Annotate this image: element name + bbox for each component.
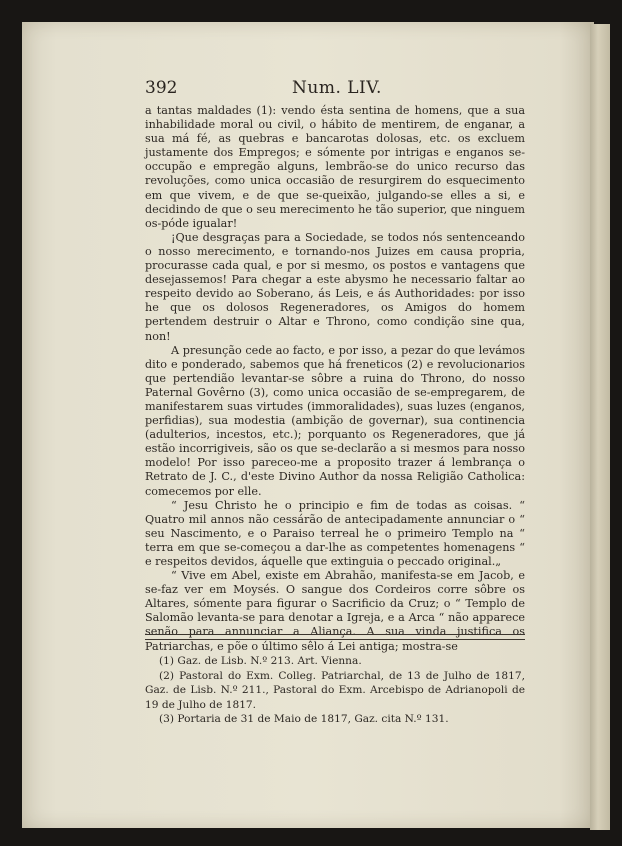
- footnote-1: (1) Gaz. de Lisb. N.º 213. Art. Vienna.: [159, 655, 362, 667]
- body-text: [145, 104, 525, 654]
- paragraph-1: a tantas maldades (1): vendo ésta sentina de homens, que a sua inhabilidade moral ou civil, o hábito de mentirem, de enganar, a sua má fé, as quebras e bancarotas dolosas, etc. os excluem justamente dos Empregos; e sómente por intrigas e enganos se-occupão e empregão alguns, lembrão-se do unico recurso das revoluções, como unica occasião de resurgirem do esquecimento em que vivem, e de que se-queixão, julgando-se elles a si, e decidindo de que o seu merecimento he tão superior, que ninguem os-póde igualar!: [145, 104, 525, 230]
- issue-title: Num. LIV.: [292, 78, 382, 98]
- footnote-divider: [145, 634, 525, 640]
- paragraph-3: A presunção cede ao facto, e por isso, a pezar do que levámos dito e ponderado, sabemos que há freneticos (2) e revolucionarios que pertendião levantar-se sôbre a ruina do Throno, do nosso Paternal Govêrno (3), como unica occasião de se-empregarem, de manifestarem suas virtudes (immoralidades), suas luzes (enganos, perfidias), sua modestia (ambição de governar), sua continencia (adulterios, incestos, etc.); porquanto os Regeneradores, que já estão incorrigiveis, são os que se-declarão a si mesmos para nosso modelo! Por isso pareceo-me a proposito trazer á lembrança o Retrato de J. C., d'este Divino Author da nossa Religião Catholica: comecemos por elle.: [145, 343, 525, 498]
- footnote-2: (2) Pastoral do Exm. Colleg. Patriarchal, de 13 de Julho de 1817, Gaz. de Lisb. N.º 211., Pastoral do Exm. Arcebispo de Adrianopoli de 19 de Julho de 1817.: [145, 669, 525, 711]
- paragraph-2: ¡Que desgraças para a Sociedade, se todos nós sentenceando o nosso merecimento, e tornando-nos Juizes em causa propria, procurasse cada qual, e por si mesmo, os postos e vantagens que desejassemos! Para chegar a este abysmo he necessario faltar ao respeito devido ao Soberano, ás Leis, e ás Authoridades: por isso he que os dolosos Regeneradores, os Amigos do homem pertendem destruir o Altar e Throno, como condição sine qua, non!: [145, 230, 525, 343]
- page-edge: [590, 24, 610, 830]
- page-header: [145, 78, 525, 100]
- footnotes: [145, 654, 525, 727]
- quote-paragraph-2: “ Vive em Abel, existe em Abrahão, manifesta-se em Jacob, e se-faz ver em Moysés. O sangue dos Cordeiros corre sôbre os Altares, sómente para figurar o Sacrificio da Cruz; o “ Templo de Salomão levanta-se para denotar a Igreja, e a Arca “ não apparece senão para annunciar a Aliança. A sua vinda justifica os Patriarchas, e põe o último sêlo á Lei antiga; mostra-se: [145, 569, 525, 653]
- footnote-3: (3) Portaria de 31 de Maio de 1817, Gaz. cita N.º 131.: [159, 713, 449, 726]
- page-number: 392: [145, 78, 178, 98]
- quote-paragraph-1: “ Jesu Christo he o principio e fim de todas as coisas. “ Quatro mil annos não cessárão de antecipadamente annunciar o “ seu Nascimento, e o Paraiso terreal he o primeiro Templo na “ terra em que se-começou a dar-lhe as competentes homenagens “ e respeitos devidos, áquelle que extinguia o peccado original.„: [145, 498, 525, 568]
